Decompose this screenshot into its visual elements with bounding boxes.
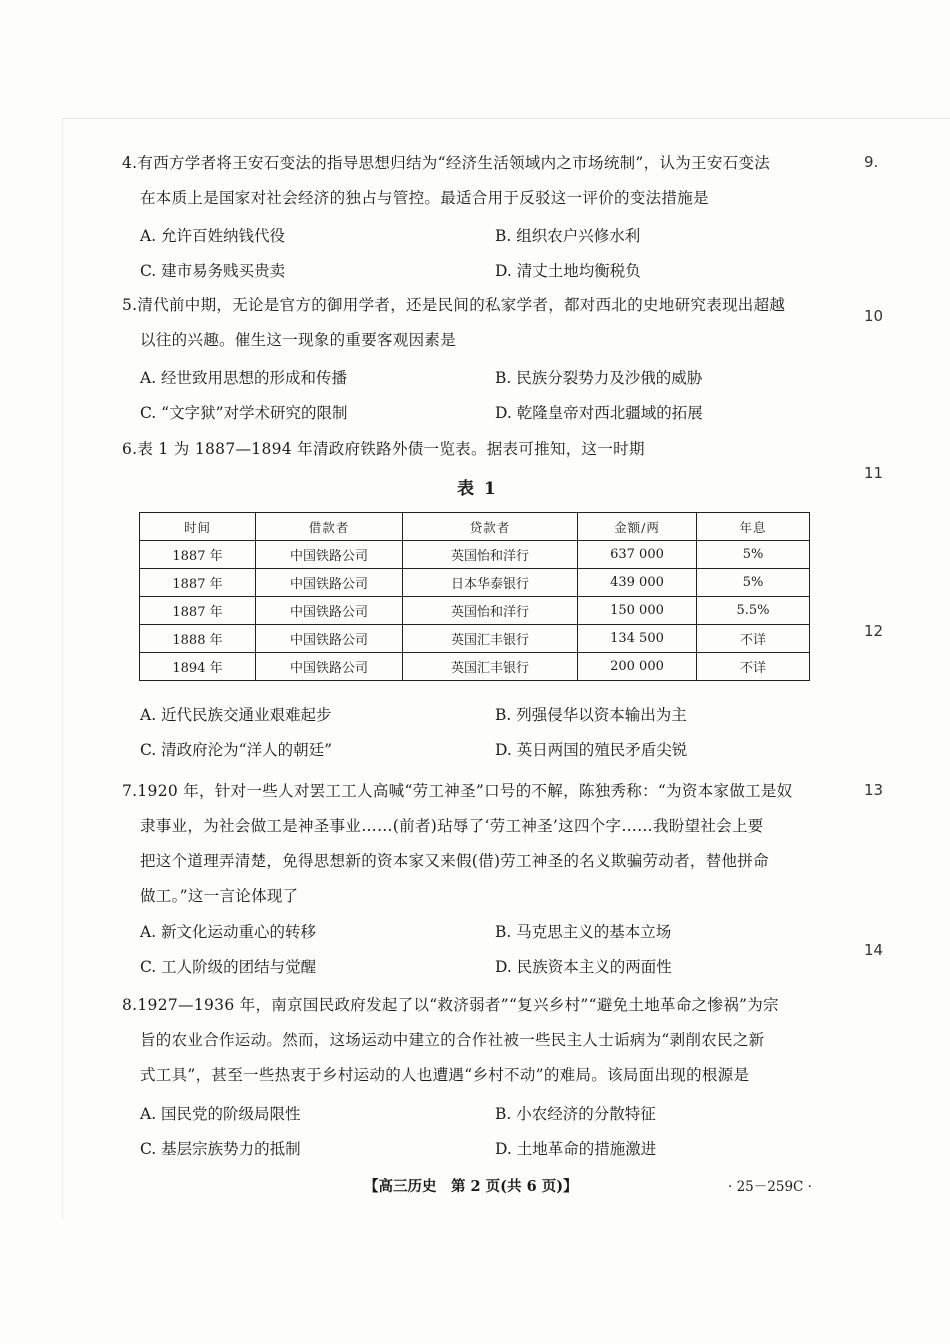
cell-borrower: 中国铁路公司 [256,625,403,653]
cell-time: 1887 年 [140,569,256,597]
railway-debt-table [139,512,810,681]
option-c: C. 清政府沦为“洋人的朝廷” [140,741,333,759]
option-b: B. 列强侵华以资本输出为主 [495,706,687,724]
cell-interest: 不详 [697,653,810,681]
question-line: 隶事业，为社会做工是神圣事业……(前者)玷辱了‘劳工神圣’这四个字……我盼望社会上要 [140,817,764,835]
option-d: D. 英日两国的殖民矛盾尖锐 [495,741,688,759]
question-line: 式工具”，甚至一些热衷于乡村运动的人也遭遇“乡村不动”的难局。该局面出现的根源是 [140,1066,750,1084]
header-lender: 贷款者 [403,513,578,541]
option-b: B. 小农经济的分散特征 [495,1105,656,1123]
cell-time: 1894 年 [140,653,256,681]
question-line: 8.1927—1936 年，南京国民政府发起了以“救济弱者”“复兴乡村”“避免土地革命之惨祸”为宗 [122,996,779,1014]
header-amount: 金额/两 [578,513,697,541]
option-a: A. 近代民族交通业艰难起步 [140,706,332,724]
option-d: D. 清丈土地均衡税负 [495,262,641,280]
cell-time: 1887 年 [140,597,256,625]
cell-lender: 英国汇丰银行 [403,625,578,653]
cell-borrower: 中国铁路公司 [256,569,403,597]
header-borrower: 借款者 [256,513,403,541]
option-d: D. 民族资本主义的两面性 [495,958,672,976]
side-question-number: 11 [864,464,884,482]
cell-time: 1887 年 [140,541,256,569]
side-question-number: 12 [864,622,884,640]
cell-amount: 439 000 [578,569,697,597]
cell-lender: 日本华泰银行 [403,569,578,597]
table-row [140,569,810,597]
question-8 [122,988,822,1093]
table-title: 表 1 [457,479,498,499]
question-line: 把这个道理弄清楚，免得思想新的资本家又来假(借)劳工神圣的名义欺骗劳动者，替他拼命 [140,852,769,870]
option-c: C. 工人阶级的团结与觉醒 [140,958,317,976]
option-d: D. 乾隆皇帝对西北疆域的拓展 [495,404,703,422]
option-b: B. 组织农户兴修水利 [495,227,641,245]
cell-amount: 637 000 [578,541,697,569]
cell-borrower: 中国铁路公司 [256,653,403,681]
question-5 [122,288,822,358]
question-line: 在本质上是国家对社会经济的独占与管控。最适合用于反驳这一评价的变法措施是 [140,189,709,207]
table-row [140,541,810,569]
option-c: C. 基层宗族势力的抵制 [140,1140,301,1158]
option-a: A. 国民党的阶级局限性 [140,1105,301,1123]
question-line: 4.有西方学者将王安石变法的指导思想归结为“经济生活领域内之市场统制”，认为王安石变法 [122,154,771,172]
option-b: B. 民族分裂势力及沙俄的威胁 [495,369,703,387]
side-question-number: 10 [864,307,884,325]
cell-borrower: 中国铁路公司 [256,541,403,569]
table-row [140,625,810,653]
option-c: C. “文字狱”对学术研究的限制 [140,404,348,422]
option-d: D. 土地革命的措施激进 [495,1140,657,1158]
header-interest: 年息 [697,513,810,541]
option-a: A. 经世致用思想的形成和传播 [140,369,348,387]
cell-interest: 5.5% [697,597,810,625]
side-question-number: 9. [864,153,879,171]
table-header-row [140,513,810,541]
question-7 [122,774,822,914]
side-question-number: 13 [864,781,884,799]
option-a: A. 新文化运动重心的转移 [140,923,317,941]
question-line: 旨的农业合作运动。然而，这场运动中建立的合作社被一些民主人士诟病为“剥削农民之新 [140,1031,765,1049]
table-row [140,653,810,681]
question-line: 以往的兴趣。催生这一现象的重要客观因素是 [140,331,457,349]
option-c: C. 建市易务贱买贵卖 [140,262,286,280]
question-line: 做工。”这一言论体现了 [140,887,299,905]
question-4 [122,146,822,216]
cell-borrower: 中国铁路公司 [256,597,403,625]
cell-lender: 英国怡和洋行 [403,541,578,569]
cell-lender: 英国怡和洋行 [403,597,578,625]
cell-time: 1888 年 [140,625,256,653]
page-footer-code: · 25－259C · [728,1179,812,1195]
question-line: 6.表 1 为 1887—1894 年清政府铁路外债一览表。据表可推知，这一时期 [122,440,645,458]
cell-amount: 150 000 [578,597,697,625]
question-6 [122,432,822,467]
page-footer-title: 【高三历史 第 2 页(共 6 页)】 [364,1178,578,1195]
cell-interest: 5% [697,569,810,597]
cell-lender: 英国汇丰银行 [403,653,578,681]
option-a: A. 允许百姓纳钱代役 [140,227,286,245]
cell-amount: 200 000 [578,653,697,681]
table-row [140,597,810,625]
cell-interest: 不详 [697,625,810,653]
question-line: 5.清代前中期，无论是官方的御用学者，还是民间的私家学者，都对西北的史地研究表现出超越 [122,296,786,314]
side-question-number: 14 [864,941,884,959]
header-time: 时间 [140,513,256,541]
question-line: 7.1920 年，针对一些人对罢工工人高喊“劳工神圣”口号的不解，陈独秀称：“为资本家做工是奴 [122,782,793,800]
cell-interest: 5% [697,541,810,569]
cell-amount: 134 500 [578,625,697,653]
option-b: B. 马克思主义的基本立场 [495,923,672,941]
